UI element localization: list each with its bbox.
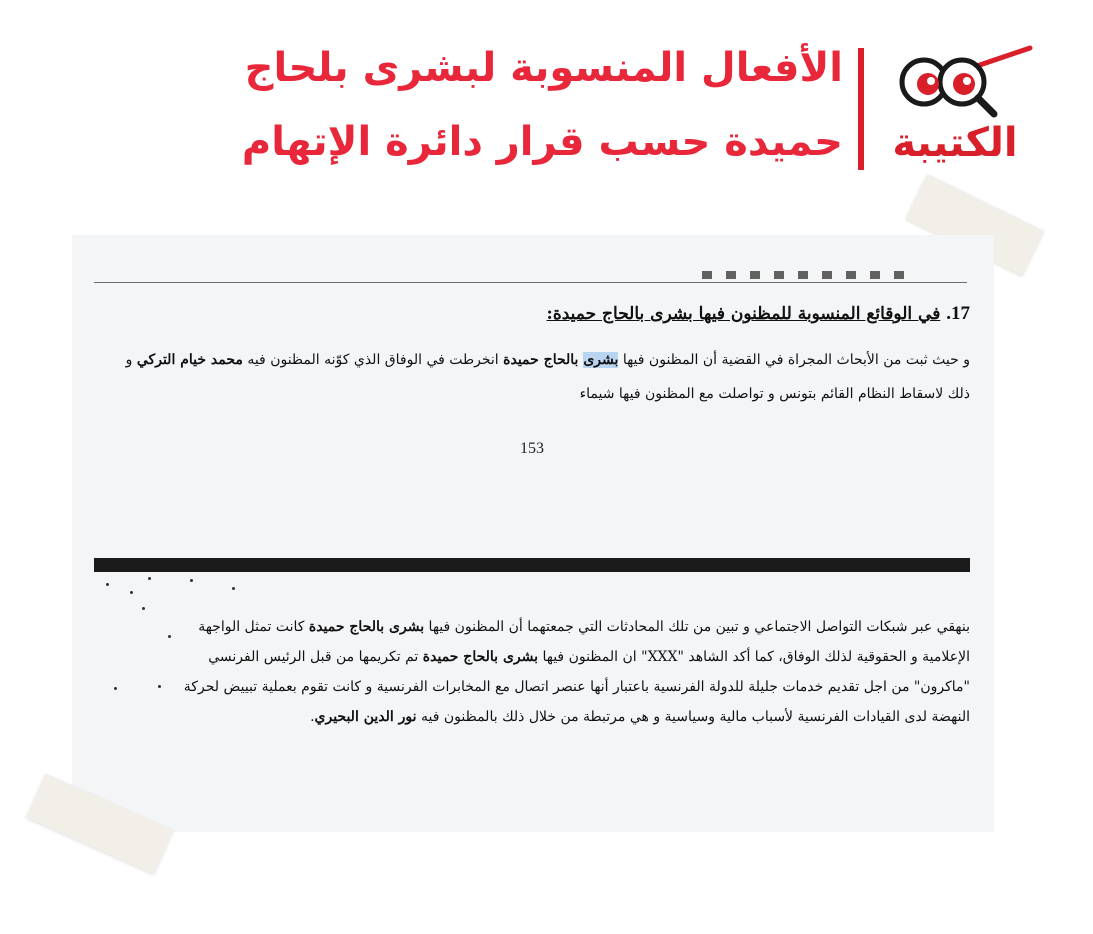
paragraph-text: و ذلك لاسقاط النظام القائم بتونس و تواصلت مع المظنون فيها شيماء [125,352,970,402]
bold-name: بشرى بالحاج حميدة [308,619,425,635]
scan-speck [148,577,151,580]
scan-speck [130,591,133,594]
section-heading [547,303,970,325]
bold-name: محمد خيام التركي [136,352,243,368]
bold-name: نور الدين البحيري [314,709,417,725]
scan-speck [168,635,171,638]
headline-line-1: الأفعال المنسوبة لبشرى بلحاج [244,45,843,91]
paragraph-text: كانت تمثل الواجهة الإعلامية و الحقوقية لذلك الوفاق، كما أكد الشاهد "XXX" ان المظنون فيها [198,619,970,665]
page-separator-bar [94,558,970,572]
cropped-text-remnant [702,271,912,279]
page-rule [94,282,967,283]
header-divider [858,48,864,170]
page-number: 153 [520,440,544,457]
section-title: في الوقائع المنسوبة للمظنون فيها بشرى بالحاج حميدة: [546,304,941,324]
bold-name: بالحاج حميدة [503,352,584,368]
scan-speck [106,583,109,586]
site-logo[interactable] [870,40,1040,180]
scan-speck [142,607,145,610]
paragraph-text: تم تكريمها من قبل الرئيس الفرنسي "ماكرون" من اجل تقديم خدمات جليلة للدولة الفرنسية باعتبار أنها عنصر اتصال مع المخابرات الفرنسية و كانت تقوم بعملية تبييض لحركة النهضة لدى القيادات الفرنسية لأسباب مالية وسياسية و هي مرتبطة من خلال ذلك بالمظنون فيه [183,649,970,725]
paragraph-text: و حيث ثبت من الأبحاث المجراة في القضية أن المظنون فيها [618,352,970,368]
logo-wordmark: الكتيبة [892,120,1018,166]
scan-speck [190,579,193,582]
paragraph-text: انخرطت في الوفاق الذي كوّنه المظنون فيه [242,352,504,368]
highlighted-name: بشرى [583,352,619,368]
paragraph-text: . [310,709,315,725]
paragraph-2 [180,612,970,732]
scan-speck [114,687,117,690]
paragraph-1 [110,343,970,411]
scan-speck [232,587,235,590]
headline-line-2: حميدة حسب قرار دائرة الإتهام [241,119,843,165]
bold-name: بشرى بالحاج حميدة [422,649,539,665]
section-number: 17. [946,303,970,324]
document-scan [72,235,994,832]
paragraph-text: بنهقي عبر شبكات التواصل الاجتماعي و تبين من تلك المحادثات التي جمعتهما أن المظنون فيها [424,619,970,635]
scan-speck [158,685,161,688]
eyes-magnifier-icon [870,40,1040,120]
